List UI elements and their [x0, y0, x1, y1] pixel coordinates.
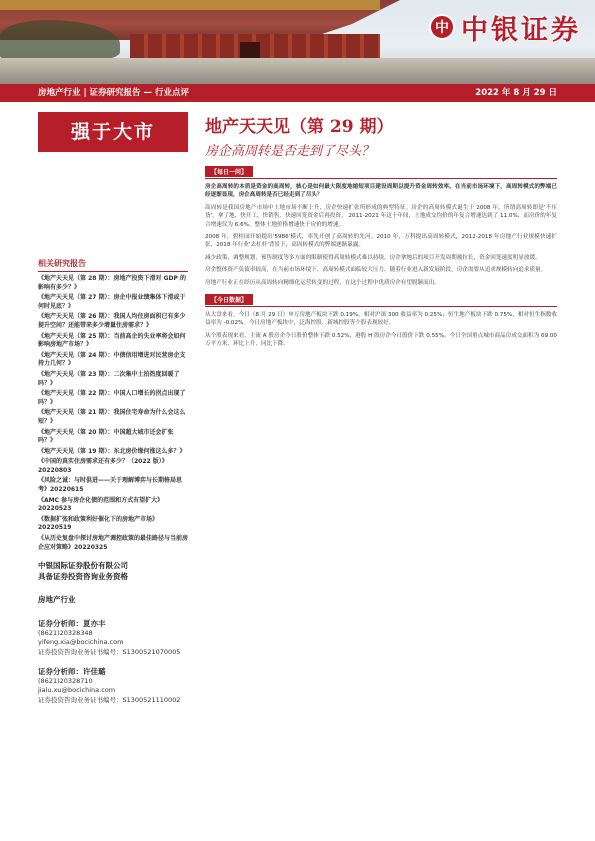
- related-report-item[interactable]: 《数据扩张和政策利好催化下的房地产市场》20220519: [38, 515, 159, 532]
- rating-box: 强于大市: [38, 112, 188, 152]
- section-tag-daily-question: 【每日一问】: [205, 166, 253, 177]
- related-report-item[interactable]: 《地产天天见（第 23 期）：二次集中土拍热度回暖了吗？》: [38, 370, 180, 387]
- related-report-item[interactable]: 《中国的真实住房需求还有多少？（2022 版）》20220803: [38, 458, 168, 474]
- department: 房地产行业: [38, 595, 76, 605]
- section-rule: [205, 306, 557, 307]
- analyst-2-phone: (8621)20328710: [38, 676, 93, 685]
- banner-ground: [0, 58, 595, 84]
- related-report-item[interactable]: 《地产天天见（第 22 期）：中国人口增长的拐点出现了吗？》: [38, 390, 186, 406]
- related-report-item[interactable]: 《地产天天见（第 20 期）：中国超大城市还会扩张吗？》: [38, 428, 174, 445]
- analyst-2-cert: 证券投资咨询业务证书编号：S1300521110002: [38, 695, 181, 704]
- related-reports-list: [38, 275, 188, 552]
- data-paragraph: 从个股表现来看，主流 A 股房企今日股价整体下跌 0.52%，港股 H 股房企今日股价下跌 0.55%。今日全国重点城市商品房成交面积为 69.00 万平方米，环比上升，同比下降。: [205, 332, 557, 348]
- banner-eave: [0, 0, 380, 10]
- section-tag-today-data: 【今日数据】: [205, 294, 253, 305]
- related-report-item[interactable]: 《地产天天见（第 19 期）：东北房价缘何涨这么多？》: [38, 447, 186, 455]
- report-title: 地产天天见（第 29 期）: [205, 117, 394, 137]
- logo-text: 中银证券: [461, 14, 581, 46]
- header-banner: [0, 0, 595, 84]
- analyst-1-phone: (8621)20328348: [38, 628, 93, 637]
- left-column: [38, 112, 188, 705]
- related-report-item[interactable]: 《AMC 参与房企化债的范围和方式有望扩大》20220523: [38, 496, 164, 513]
- analyst-1-name: 证券分析师：夏亦丰: [38, 619, 106, 629]
- company-logo: [429, 12, 581, 46]
- company-name: 中银国际证券股份有限公司 具备证券投资咨询业务资格: [38, 561, 128, 582]
- report-date: 2022 年 8 月 29 日: [475, 88, 557, 98]
- body-paragraph: 2008 年，碧桂园开始提出'5986'模式，率先开创了高周转的先河。2010 年，万科提出高周转模式，2012-2018 年房地产行业规模快速扩张，2018 年行业'去杠杆'背景下，高周转模式的弊端逐渐暴露。: [205, 234, 557, 249]
- analyst-1-cert: 证券投资咨询业务证书编号：S1300521070005: [38, 647, 181, 656]
- analyst-2: [38, 667, 188, 705]
- related-report-item[interactable]: 《地产天天见（第 28 期）：房地产投资下滑对 GDP 的影响有多少？》: [38, 275, 187, 291]
- related-report-item[interactable]: 《地产天天见（第 24 期）：中债信用增进对民营房企支持力几何？》: [38, 351, 186, 368]
- related-report-item[interactable]: 《风险之诚：与时俱进——关于理解博弈与长期格局思考》20220615: [38, 477, 183, 494]
- main-column: [205, 112, 557, 349]
- related-report-item[interactable]: 《地产天天见（第 27 期）：房企中报业绩集体下滑或于何时见底？》: [38, 294, 186, 310]
- intro-paragraph: 房企高周转的本质是资金的高周转，核心是如何最大限度地缩短项目建设周期以提升资金周转效率。在当前市场环境下，高周转模式的弊端已经逐渐显现，房企高周转是否已经走到了尽头？: [205, 184, 557, 199]
- related-report-item[interactable]: 《从历史复盘中探讨房地产调控政策的最佳路径与当前房企应对策略》20220325: [38, 535, 189, 551]
- related-report-item[interactable]: 《地产天天见（第 25 期）：当前高企的失业率将会如何影响房地产市场？》: [38, 332, 186, 349]
- category-bar: [0, 84, 595, 102]
- related-report-item[interactable]: 《地产天天见（第 26 期）：我国人均住房面积已有多少提升空间？还能带来多少增量住房需求？》: [38, 313, 186, 329]
- report-category: 房地产行业 | 证券研究报告 — 行业点评: [38, 88, 189, 98]
- data-paragraph: 从大盘来看，今日（8 月 29 日）申万房地产板块下跌 0.19%，相对沪深 300 收益率为 0.25%；恒生地产板块下跌 0.75%，相对恒生指数收益率为 -0.02%。今日房地产板块中，泛海控股、新城控股等个股表现较好。: [205, 312, 557, 327]
- related-reports-heading: 相关研究报告: [38, 258, 188, 272]
- analyst-2-name: 证券分析师：许佳璐: [38, 667, 106, 677]
- analyst-1-email[interactable]: yifeng.xia@bocichina.com: [38, 638, 124, 647]
- logo-mark-icon: 中: [429, 14, 455, 40]
- body-paragraph: 高周转是我国房地产市场中土地市场不断上升、房企快速扩张所形成的典型特征。房企的高周转模式诞生于 2008 年，所谓高周转即是'不压货'，拿了地，快开工，快销售，快速回笼资金后再投资。 2011-2021 年这十年间，土地成交均价的年复合增速达到了 11.0%，而房价的年复合增速仅为 6.6%。整体土地价格增速快于房价的增速。: [205, 204, 557, 228]
- analyst-2-email[interactable]: jialu.xu@bocichina.com: [38, 686, 116, 695]
- body-paragraph: 房企整体资产负债率较高，在当前市场环境下，高周转模式面临较大压力。随着行业进入新发展阶段，房企需要从追求规模转向追求质量。: [205, 267, 547, 274]
- body-paragraph: 减少政策，调整规划，预售制度等多方面的限制使得高周转模式难以持续。房企拿地后的项目开发周期被拉长，资金回笼速度明显放缓。: [205, 254, 541, 261]
- banner-gate: [240, 42, 260, 58]
- analyst-1: [38, 619, 188, 657]
- related-report-item[interactable]: 《地产天天见（第 21 期）：我国住宅寿命为什么会这么短？》: [38, 409, 186, 425]
- section-rule: [205, 178, 557, 179]
- body-paragraph: 房地产行业正在经历从高周转向精细化运营转变的过程，在这个过程中优质房企有望脱颖而出。: [205, 279, 440, 286]
- report-subtitle: 房企高周转是否走到了尽头？: [205, 144, 375, 159]
